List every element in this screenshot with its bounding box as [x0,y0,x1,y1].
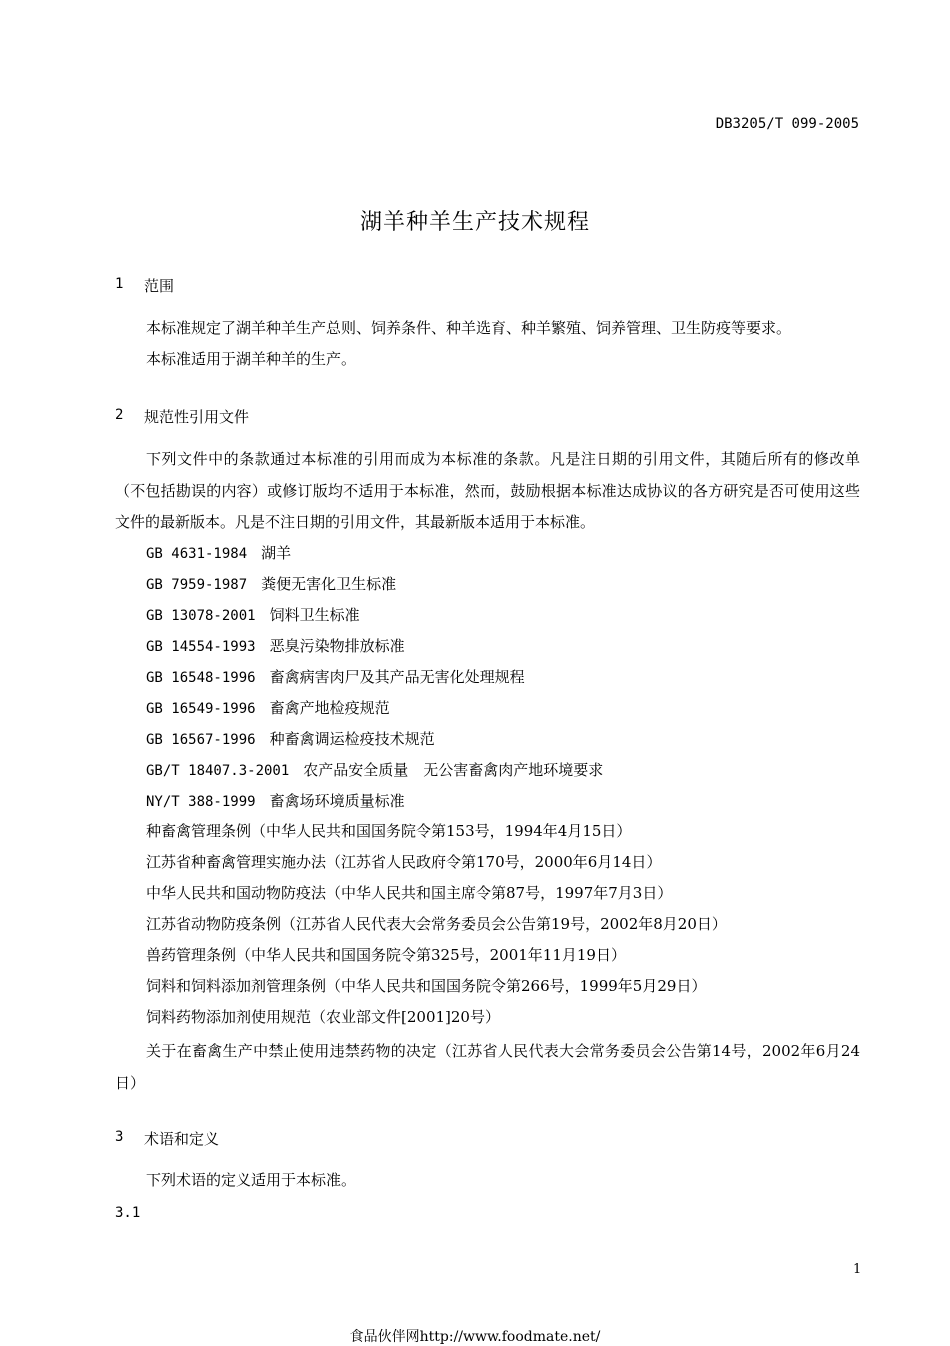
reference-item [146,754,866,785]
regulation-item-last: 关于在畜禽生产中禁止使用违禁药物的决定（江苏省人民代表大会常务委员会公告第14号，2002年6月24日） [115,1042,860,1092]
reference-name: 湖羊 [261,544,292,562]
regulation-item: 中华人民共和国动物防疫法（中华人民共和国主席令第87号，1997年7月3日） [146,884,673,902]
reference-code: GB 16567-1996 [146,732,256,748]
reference-name: 畜禽病害肉尸及其产品无害化处理规程 [269,668,525,686]
subclause-number: 3.1 [115,1205,141,1221]
reference-item [146,568,866,599]
reference-code: GB/T 18407.3-2001 [146,763,290,779]
reference-code: GB 7959-1987 [146,577,248,593]
document-title: 湖羊种羊生产技术规程 [359,210,590,235]
document-code: DB3205/T 099-2005 [715,116,859,132]
reference-name: 饲料卫生标准 [269,606,360,624]
reference-code: GB 16548-1996 [146,670,256,686]
section-3-number: 3 [115,1129,124,1145]
reference-name: 畜禽场环境质量标准 [269,792,405,810]
footer-watermark: 食品伙伴网http://www.foodmate.net/ [349,1329,601,1345]
normative-reference-list [146,537,866,1033]
regulation-item: 饲料和饲料添加剂管理条例（中华人民共和国国务院令第266号，1999年5月29日） [146,977,707,995]
regulation-item: 种畜禽管理条例（中华人民共和国国务院令第153号，1994年4月15日） [146,822,632,840]
reference-name: 粪便无害化卫生标准 [261,575,397,593]
regulation-item: 江苏省种畜禽管理实施办法（江苏省人民政府令第170号，2000年6月14日） [146,853,662,871]
section-1-title: 范围 [144,277,175,295]
regulation-item: 江苏省动物防疫条例（江苏省人民代表大会常务委员会公告第19号，2002年8月20日） [146,915,727,933]
reference-item [146,785,866,816]
reference-name: 农产品安全质量 无公害畜禽肉产地环境要求 [303,761,604,779]
reference-item [146,661,866,692]
reference-code: GB 14554-1993 [146,639,256,655]
section-3-title: 术语和定义 [144,1130,220,1148]
regulation-item: 饲料药物添加剂使用规范（农业部文件[2001]20号） [146,1008,500,1026]
reference-code: GB 13078-2001 [146,608,256,624]
section-3-intro: 下列术语的定义适用于本标准。 [146,1171,357,1189]
reference-code: NY/T 388-1999 [146,794,256,810]
reference-name: 畜禽产地检疫规范 [269,699,390,717]
section-2-title: 规范性引用文件 [144,408,250,426]
page-number: 1 [853,1262,862,1277]
section-1-number: 1 [115,276,124,292]
reference-item [146,630,866,661]
section-2-intro: 下列文件中的条款通过本标准的引用而成为本标准的条款。凡是注日期的引用文件，其随后所有的修改单（不包括勘误的内容）或修订版均不适用于本标准，然而，鼓励根据本标准达成协议的各方研究是否可使用这些文件的最新版本。凡是不注日期的引用文件，其最新版本适用于本标准。 [115,450,860,531]
reference-item [146,723,866,754]
section-2-number: 2 [115,407,124,423]
reference-code: GB 16549-1996 [146,701,256,717]
regulation-item: 兽药管理条例（中华人民共和国国务院令第325号，2001年11月19日） [146,946,626,964]
reference-item [146,692,866,723]
reference-name: 种畜禽调运检疫技术规范 [269,730,435,748]
reference-code: GB 4631-1984 [146,546,248,562]
section-1-paragraph-2: 本标准适用于湖羊种羊的生产。 [146,350,357,368]
reference-item [146,599,866,630]
section-1-paragraph-1: 本标准规定了湖羊种羊生产总则、饲养条件、种羊选育、种羊繁殖、饲养管理、卫生防疫等要求。 [146,319,792,337]
reference-item [146,537,866,568]
reference-name: 恶臭污染物排放标准 [269,637,405,655]
